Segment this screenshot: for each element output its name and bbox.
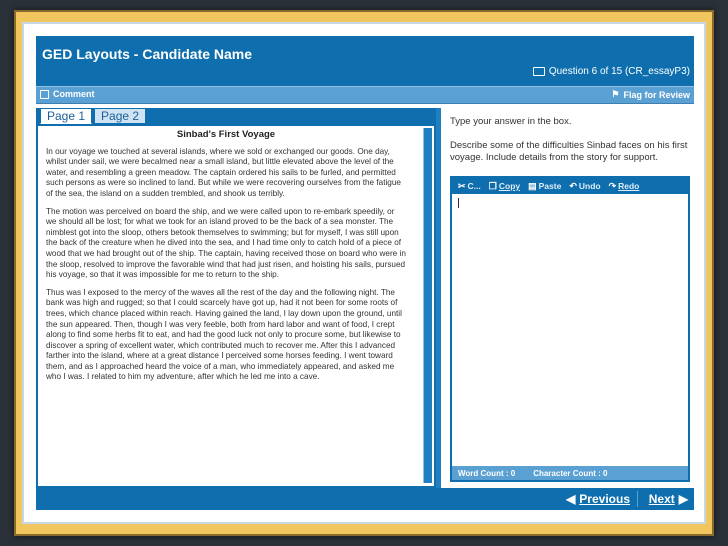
answer-editor xyxy=(450,176,690,482)
cut-label: C... xyxy=(467,181,481,191)
reading-passage xyxy=(46,130,406,482)
tab-page-2[interactable]: Page 2 xyxy=(94,108,146,124)
comment-icon xyxy=(40,90,49,99)
comment-label: Comment xyxy=(53,89,95,99)
paste-label: Paste xyxy=(538,181,562,191)
navigation-bar xyxy=(36,488,694,510)
copy-button[interactable] xyxy=(489,181,520,192)
scissors-icon: ✂ xyxy=(458,180,466,191)
undo-icon: ↶ xyxy=(569,180,577,191)
question-prompt: Describe some of the difficulties Sinbad faces on his first voyage. Include details from the story for support. xyxy=(450,140,688,163)
comment-button[interactable] xyxy=(40,89,95,99)
app-window xyxy=(22,22,706,524)
arrow-left-icon: ◀ xyxy=(566,492,576,506)
passage-paragraph: In our voyage we touched at several islands, where we sold or exchanged our goods. One day, whilst under sail, we were becalmed near a small island, but little elevated above the level of the water, and resembling a green meadow. The captain ordered his sails to be furled, and permitted such persons as were so inclined to land. But while we were recovering ourselves from the fatigue of the sea, the island on a sudden trembled, and shook us terribly. xyxy=(46,146,401,198)
redo-label: Redo xyxy=(618,181,640,191)
reading-pane xyxy=(36,108,436,488)
passage-title: Sinbad's First Voyage xyxy=(176,130,276,140)
pane-divider[interactable] xyxy=(436,108,441,488)
copy-icon: ❐ xyxy=(488,180,497,191)
window-title: GED Layouts - Candidate Name xyxy=(42,46,253,62)
answer-pane xyxy=(444,108,694,488)
question-indicator xyxy=(533,66,690,77)
question-list-icon[interactable] xyxy=(533,67,545,76)
redo-icon: ↷ xyxy=(608,180,617,191)
toolbar xyxy=(36,86,694,104)
cut-button[interactable] xyxy=(458,181,481,192)
editor-toolbar xyxy=(452,178,688,194)
title-bar xyxy=(36,36,694,86)
reading-scrollbar[interactable] xyxy=(423,128,432,483)
flag-for-review-button[interactable] xyxy=(611,89,690,100)
previous-button[interactable] xyxy=(566,492,630,506)
flag-icon: ⚑ xyxy=(611,89,620,99)
next-button[interactable] xyxy=(649,492,688,506)
flag-label: Flag for Review xyxy=(623,89,690,100)
passage-paragraph: Thus was I exposed to the mercy of the waves all the rest of the day and the following night. The bank was high and rugged; so that I could scarcely have got up, had it not been for some roots of trees, which chance placed within reach. Having gained the land, I lay down upon the ground, until the sun appeared. Then, though I was very feeble, both from hard labor and want of food, I crept along to find some herbs fit to eat, and had the good luck not only to procure some, but likewise to discover a spring of excellent water, which contributed much to recover me. After this I advanced farther into the island, where at a great distance I perceived some horses feeding. I went toward them, and as I approached heard the voice of a man, who immediately appeared, and asked me who I was. I related to him my adventure, after which he led me into a cave. xyxy=(46,287,402,382)
answer-text-area[interactable] xyxy=(452,194,688,464)
page-tabs xyxy=(40,108,146,124)
redo-button[interactable] xyxy=(609,181,640,192)
answer-instruction: Type your answer in the box. xyxy=(450,116,572,127)
nav-separator xyxy=(637,491,638,507)
text-cursor xyxy=(458,198,459,208)
character-count: Character Count : 0 xyxy=(533,468,608,478)
arrow-right-icon: ▶ xyxy=(678,492,688,506)
passage-paragraph: The motion was perceived on board the ship, and we were called upon to re-embark speedily, or we should all be lost; for what we took for an island proved to be the back of a sea monster. The nimblest got into the sloop, others betook themselves to swimming; but for myself, I was still upon the back of the creature when he dived into the sea, and I had time only to catch hold of a piece of wood that we had brought out of the ship. The captain, having received those on board who were in the sloop, resolved to improve the favorable wind that had just risen, and hoisting his sails, pursued his voyage, so that it was impossible for me to return to the ship. xyxy=(46,206,406,280)
editor-status-bar xyxy=(452,466,688,480)
paste-icon: ▤ xyxy=(528,180,537,191)
word-count: Word Count : 0 xyxy=(458,468,516,478)
previous-label: Previous xyxy=(579,492,630,506)
question-info-text: Question 6 of 15 (CR_essayP3) xyxy=(548,66,690,77)
next-label: Next xyxy=(648,492,675,506)
tab-page-1[interactable]: Page 1 xyxy=(40,108,92,124)
undo-label: Undo xyxy=(578,181,601,191)
undo-button[interactable] xyxy=(569,181,600,192)
paste-button[interactable] xyxy=(528,181,561,192)
copy-label: Copy xyxy=(498,181,521,191)
